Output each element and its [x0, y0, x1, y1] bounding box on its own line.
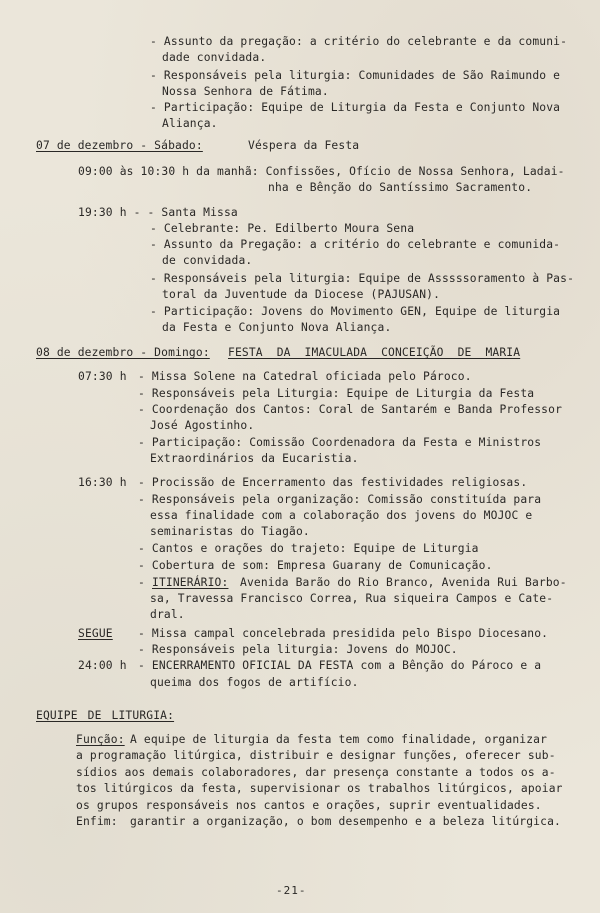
time-label: 24:00 h: [78, 659, 127, 672]
text-line: da Festa e Conjunto Nova Aliança.: [162, 321, 392, 334]
date-heading: 08 de dezembro - Domingo:: [36, 346, 210, 359]
text-line: Véspera da Festa: [248, 139, 360, 152]
text-line: - Cobertura de som: Empresa Guarany de Comunicação.: [138, 559, 493, 572]
funcao-label: Função:: [76, 733, 125, 746]
text-line: os grupos responsáveis nos cantos e orações, suprir eventualidades.: [76, 799, 542, 812]
text-line: seminaristas do Tiagão.: [150, 525, 310, 538]
dash-marker: -: [138, 576, 145, 589]
itinerary-label: ITINERÁRIO:: [152, 576, 229, 589]
text-line: tos litúrgicos da festa, supervisionar os trabalhos litúrgicos, apoiar: [76, 782, 563, 795]
text-line: - Responsáveis pela liturgia: Equipe de Asssssoramento à Pas-: [150, 272, 575, 285]
text-line: de convidada.: [162, 254, 253, 267]
text-line: 19:30 h - - Santa Missa: [78, 206, 238, 219]
text-line: A equipe de liturgia da festa tem como finalidade, organizar: [130, 733, 548, 746]
text-line: Aliança.: [162, 117, 218, 130]
text-line: a programação litúrgica, distribuir e designar funções, oferecer sub-: [76, 749, 556, 762]
segue-label: SEGUE: [78, 627, 113, 640]
text-line: sa, Travessa Francisco Correa, Rua siqueira Campos e Cate-: [150, 592, 554, 605]
text-line: - Participação: Equipe de Liturgia da Festa e Conjunto Nova: [150, 101, 561, 114]
page-number: -21-: [276, 884, 307, 897]
text-line: toral da Juventude da Diocese (PAJUSAN).: [162, 288, 441, 301]
text-line: - Assunto da pregação: a critério do celebrante e da comuni-: [150, 35, 568, 48]
text-line: sídios aos demais colaboradores, dar presença constante a todos os a-: [76, 766, 556, 779]
text-line: Nossa Senhora de Fátima.: [162, 85, 329, 98]
text-line: - Coordenação dos Cantos: Coral de Santarém e Banda Professor: [138, 403, 563, 416]
text-line: - Assunto da Pregação: a critério do celebrante e comunida-: [150, 238, 561, 251]
text-line: - Participação: Comissão Coordenadora da Festa e Ministros: [138, 436, 542, 449]
text-line: José Agostinho.: [150, 419, 255, 432]
text-line: - ENCERRAMENTO OFICIAL DA FESTA com a Bênção do Pároco e a: [138, 659, 542, 672]
feast-title: FESTA DA IMACULADA CONCEIÇÃO DE MARIA: [228, 346, 521, 359]
text-line: - Celebrante: Pe. Edilberto Moura Sena: [150, 222, 415, 235]
text-line: garantir a organização, o bom desempenho e a beleza litúrgica.: [130, 815, 561, 828]
text-line: dade convidada.: [162, 51, 267, 64]
text-line: - Responsáveis pela liturgia: Jovens do MOJOC.: [138, 643, 458, 656]
text-line: - Missa Solene na Catedral oficiada pelo Pároco.: [138, 370, 472, 383]
text-line: - Missa campal concelebrada presidida pelo Bispo Diocesano.: [138, 627, 549, 640]
section-heading: EQUIPE DE LITURGIA:: [36, 709, 175, 722]
text-line: - Procissão de Encerramento das festividades religiosas.: [138, 476, 528, 489]
text-line: essa finalidade com a colaboração dos jovens do MOJOC e: [150, 509, 533, 522]
text-line: queima dos fogos de artifício.: [150, 676, 359, 689]
text-line: - Participação: Jovens do Movimento GEN, Equipe de liturgia: [150, 305, 561, 318]
text-line: dral.: [150, 608, 185, 621]
text-line: - Responsáveis pela organização: Comissão constituída para: [138, 493, 542, 506]
text-line: nha e Bênção do Santíssimo Sacramento.: [268, 181, 533, 194]
time-label: 07:30 h: [78, 370, 127, 383]
date-heading: 07 de dezembro - Sábado:: [36, 139, 203, 152]
text-line: - Responsáveis pela Liturgia: Equipe de Liturgia da Festa: [138, 387, 535, 400]
text-line: 09:00 às 10:30 h da manhã: Confissões, Ofício de Nossa Senhora, Ladai-: [78, 165, 565, 178]
text-line: Extraordinários da Eucaristia.: [150, 452, 359, 465]
text-line: - Cantos e orações do trajeto: Equipe de Liturgia: [138, 542, 479, 555]
text-line: - Responsáveis pela liturgia: Comunidades de São Raimundo e: [150, 69, 561, 82]
text-line: Avenida Barão do Rio Branco, Avenida Rui Barbo-: [240, 576, 567, 589]
time-label: 16:30 h: [78, 476, 127, 489]
enfim-label: Enfim:: [76, 815, 118, 828]
